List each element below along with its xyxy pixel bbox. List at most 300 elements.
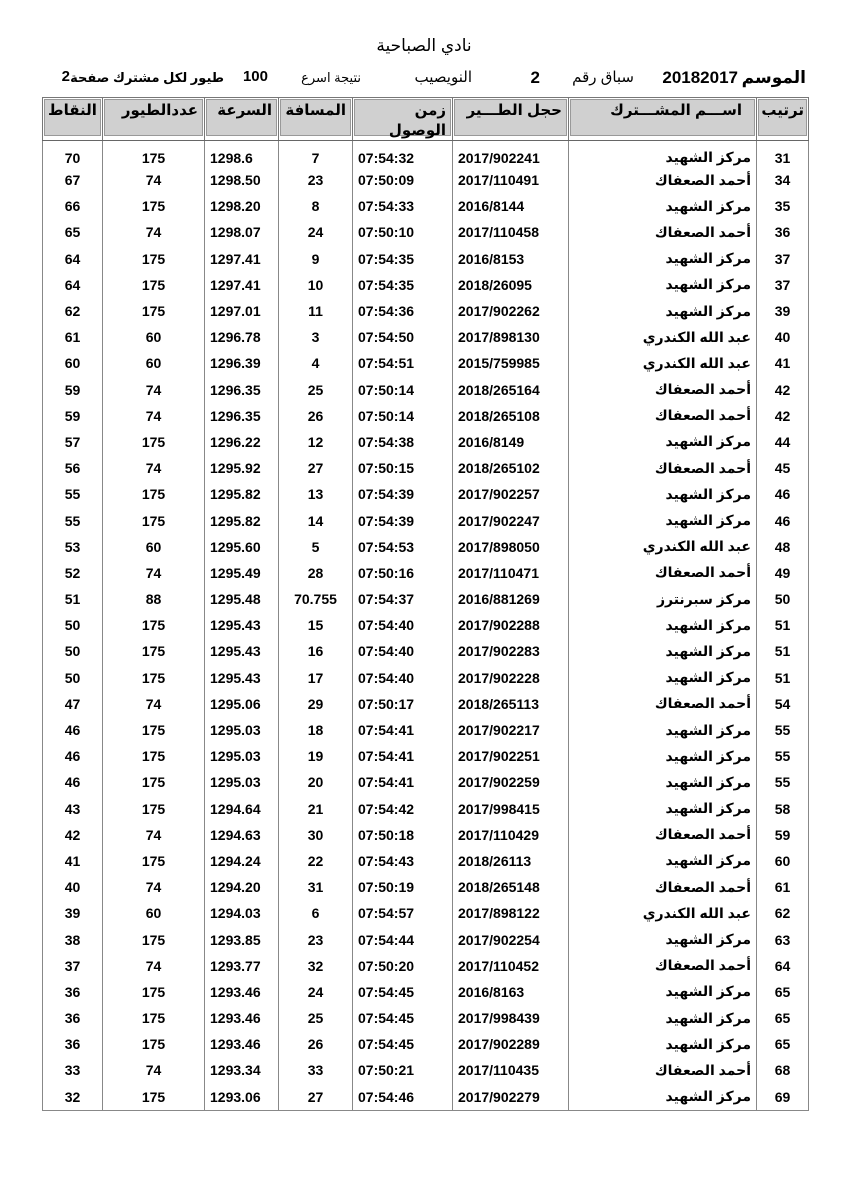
- rank-cell: 40: [757, 324, 809, 350]
- participant-name-cell: مركز الشهيد: [569, 796, 757, 822]
- ring-number-cell: 2017/902283: [453, 638, 569, 664]
- distance-cell: 21: [279, 796, 353, 822]
- points-cell: 57: [43, 429, 103, 455]
- ring-number-cell: 2017/902251: [453, 743, 569, 769]
- rank-cell: 45: [757, 455, 809, 481]
- arrival-time-cell: 07:54:57: [353, 900, 453, 926]
- points-cell: 43: [43, 796, 103, 822]
- speed-cell: 1295.82: [205, 481, 279, 507]
- speed-cell: 1293.77: [205, 953, 279, 979]
- participant-name-cell: أحمد الصعفاك: [569, 953, 757, 979]
- results-body: [43, 141, 809, 1111]
- arrival-time-cell: 07:54:41: [353, 743, 453, 769]
- participant-name-cell: مركز الشهيد: [569, 481, 757, 507]
- ring-number-cell: 2018/26095: [453, 272, 569, 298]
- table-row: [43, 1057, 809, 1083]
- distance-cell: 3: [279, 324, 353, 350]
- bird-count-cell: 74: [103, 822, 205, 848]
- distance-cell: 26: [279, 1031, 353, 1057]
- arrival-time-cell: 07:50:14: [353, 403, 453, 429]
- speed-cell: 1295.49: [205, 560, 279, 586]
- speed-cell: 1298.50: [205, 167, 279, 193]
- points-cell: 32: [43, 1084, 103, 1111]
- points-cell: 47: [43, 691, 103, 717]
- arrival-time-cell: 07:50:20: [353, 953, 453, 979]
- speed-cell: 1295.48: [205, 586, 279, 612]
- distance-cell: 19: [279, 743, 353, 769]
- distance-cell: 26: [279, 403, 353, 429]
- arrival-time-cell: 07:54:46: [353, 1084, 453, 1111]
- rank-cell: 50: [757, 586, 809, 612]
- table-row: [43, 691, 809, 717]
- participant-name-cell: مركز الشهيد: [569, 272, 757, 298]
- participant-name-cell: مركز الشهيد: [569, 612, 757, 638]
- bird-count-cell: 175: [103, 665, 205, 691]
- arrival-time-cell: 07:54:42: [353, 796, 453, 822]
- speed-cell: 1298.6: [205, 141, 279, 168]
- distance-cell: 11: [279, 298, 353, 324]
- participant-name-cell: أحمد الصعفاك: [569, 219, 757, 245]
- table-row: [43, 900, 809, 926]
- distance-cell: 25: [279, 1005, 353, 1031]
- participant-name-cell: مركز الشهيد: [569, 717, 757, 743]
- rank-cell: 68: [757, 1057, 809, 1083]
- speed-cell: 1297.01: [205, 298, 279, 324]
- points-cell: 59: [43, 377, 103, 403]
- ring-number-cell: 2018/26113: [453, 848, 569, 874]
- participant-name-cell: مركز الشهيد: [569, 979, 757, 1005]
- table-row: [43, 953, 809, 979]
- arrival-time-cell: 07:50:18: [353, 822, 453, 848]
- ring-number-cell: 2017/902279: [453, 1084, 569, 1111]
- race-label: سباق رقم: [572, 69, 634, 86]
- distance-cell: 12: [279, 429, 353, 455]
- ring-number-cell: 2016/8163: [453, 979, 569, 1005]
- bird-count-cell: 74: [103, 1057, 205, 1083]
- speed-cell: 1297.41: [205, 246, 279, 272]
- bird-count-cell: 175: [103, 1005, 205, 1031]
- speed-cell: 1295.43: [205, 612, 279, 638]
- distance-cell: 24: [279, 979, 353, 1005]
- participant-name-cell: مركز الشهيد: [569, 848, 757, 874]
- points-cell: 37: [43, 953, 103, 979]
- speed-cell: 1295.03: [205, 743, 279, 769]
- ring-number-cell: 2017/110452: [453, 953, 569, 979]
- participant-name-cell: عبد الله الكندري: [569, 900, 757, 926]
- rank-cell: 36: [757, 219, 809, 245]
- participant-name-cell: مركز الشهيد: [569, 1005, 757, 1031]
- participant-name-cell: أحمد الصعفاك: [569, 403, 757, 429]
- bird-count-cell: 175: [103, 1084, 205, 1111]
- bird-count-cell: 175: [103, 612, 205, 638]
- distance-cell: 5: [279, 534, 353, 560]
- speed-cell: 1293.46: [205, 1031, 279, 1057]
- table-row: [43, 272, 809, 298]
- arrival-time-cell: 07:54:44: [353, 926, 453, 952]
- participant-name-cell: عبد الله الكندري: [569, 324, 757, 350]
- arrival-time-cell: 07:54:39: [353, 481, 453, 507]
- speed-cell: 1293.06: [205, 1084, 279, 1111]
- points-cell: 61: [43, 324, 103, 350]
- speed-cell: 1295.03: [205, 717, 279, 743]
- participant-name-cell: مركز الشهيد: [569, 769, 757, 795]
- speed-cell: 1295.06: [205, 691, 279, 717]
- points-cell: 40: [43, 874, 103, 900]
- arrival-time-cell: 07:50:09: [353, 167, 453, 193]
- points-cell: 41: [43, 848, 103, 874]
- table-row: [43, 665, 809, 691]
- participant-name-cell: مركز الشهيد: [569, 926, 757, 952]
- bird-count-cell: 60: [103, 900, 205, 926]
- rank-cell: 37: [757, 246, 809, 272]
- arrival-time-cell: 07:54:41: [353, 769, 453, 795]
- table-row: [43, 743, 809, 769]
- points-cell: 55: [43, 507, 103, 533]
- speed-cell: 1298.20: [205, 193, 279, 219]
- distance-cell: 14: [279, 507, 353, 533]
- table-row: [43, 167, 809, 193]
- arrival-time-cell: 07:54:45: [353, 1005, 453, 1031]
- header-rank: ترتيب: [757, 98, 809, 141]
- rank-cell: 44: [757, 429, 809, 455]
- rank-cell: 62: [757, 900, 809, 926]
- header-birds: عددالطيور: [103, 98, 205, 141]
- arrival-time-cell: 07:50:14: [353, 377, 453, 403]
- ring-number-cell: 2018/265113: [453, 691, 569, 717]
- participant-name-cell: مركز الشهيد: [569, 665, 757, 691]
- distance-cell: 17: [279, 665, 353, 691]
- participant-name-cell: أحمد الصعفاك: [569, 822, 757, 848]
- table-row: [43, 507, 809, 533]
- rank-cell: 55: [757, 717, 809, 743]
- ring-number-cell: 2017/902262: [453, 298, 569, 324]
- distance-cell: 32: [279, 953, 353, 979]
- bird-count-cell: 74: [103, 403, 205, 429]
- rank-cell: 35: [757, 193, 809, 219]
- bird-count-cell: 175: [103, 638, 205, 664]
- ring-number-cell: 2017/898130: [453, 324, 569, 350]
- ring-number-cell: 2017/110471: [453, 560, 569, 586]
- ring-number-cell: 2017/902259: [453, 769, 569, 795]
- table-row: [43, 534, 809, 560]
- points-cell: 46: [43, 769, 103, 795]
- bird-count-cell: 175: [103, 246, 205, 272]
- points-cell: 64: [43, 246, 103, 272]
- points-cell: 50: [43, 638, 103, 664]
- bird-count-cell: 74: [103, 455, 205, 481]
- bird-count-cell: 74: [103, 691, 205, 717]
- ring-number-cell: 2017/998415: [453, 796, 569, 822]
- arrival-time-cell: 07:54:37: [353, 586, 453, 612]
- points-cell: 36: [43, 1005, 103, 1031]
- bird-count-cell: 175: [103, 507, 205, 533]
- rank-cell: 49: [757, 560, 809, 586]
- ring-number-cell: 2017/902247: [453, 507, 569, 533]
- speed-cell: 1296.35: [205, 403, 279, 429]
- ring-number-cell: 2018/265164: [453, 377, 569, 403]
- ring-number-cell: 2016/881269: [453, 586, 569, 612]
- bird-count-cell: 175: [103, 193, 205, 219]
- arrival-time-cell: 07:54:36: [353, 298, 453, 324]
- bird-count-cell: 74: [103, 560, 205, 586]
- points-cell: 52: [43, 560, 103, 586]
- table-row: [43, 560, 809, 586]
- arrival-time-cell: 07:54:41: [353, 717, 453, 743]
- bird-count-cell: 74: [103, 377, 205, 403]
- table-row: [43, 769, 809, 795]
- table-row: [43, 822, 809, 848]
- speed-cell: 1293.34: [205, 1057, 279, 1083]
- ring-number-cell: 2017/902217: [453, 717, 569, 743]
- per-member-label: طيور لكل مشترك صفحة: [70, 70, 224, 85]
- points-cell: 70: [43, 141, 103, 168]
- table-row: [43, 455, 809, 481]
- header-points: النقاط: [43, 98, 103, 141]
- ring-number-cell: 2017/110491: [453, 167, 569, 193]
- bird-count-cell: 175: [103, 481, 205, 507]
- rank-cell: 42: [757, 403, 809, 429]
- distance-cell: 15: [279, 612, 353, 638]
- table-row: [43, 324, 809, 350]
- arrival-time-cell: 07:50:15: [353, 455, 453, 481]
- distance-cell: 27: [279, 455, 353, 481]
- table-row: [43, 638, 809, 664]
- arrival-time-cell: 07:54:51: [353, 350, 453, 376]
- header-distance: المسافة: [279, 98, 353, 141]
- table-row: [43, 612, 809, 638]
- ring-number-cell: 2016/8149: [453, 429, 569, 455]
- table-row: [43, 141, 809, 168]
- distance-cell: 29: [279, 691, 353, 717]
- ring-number-cell: 2017/898122: [453, 900, 569, 926]
- table-row: [43, 796, 809, 822]
- ring-number-cell: 2018/265108: [453, 403, 569, 429]
- arrival-time-cell: 07:54:39: [353, 507, 453, 533]
- rank-cell: 51: [757, 638, 809, 664]
- arrival-time-cell: 07:54:43: [353, 848, 453, 874]
- speed-cell: 1295.43: [205, 638, 279, 664]
- rank-cell: 61: [757, 874, 809, 900]
- season-value: 20182017: [662, 68, 738, 87]
- header-time: زمن الوصول: [353, 98, 453, 141]
- rank-cell: 31: [757, 141, 809, 168]
- table-row: [43, 377, 809, 403]
- participant-name-cell: أحمد الصعفاك: [569, 691, 757, 717]
- points-cell: 55: [43, 481, 103, 507]
- points-cell: 50: [43, 665, 103, 691]
- bird-count-cell: 60: [103, 534, 205, 560]
- rank-cell: 39: [757, 298, 809, 324]
- header-speed: السرعة: [205, 98, 279, 141]
- points-cell: 67: [43, 167, 103, 193]
- distance-cell: 22: [279, 848, 353, 874]
- rank-cell: 60: [757, 848, 809, 874]
- table-row: [43, 979, 809, 1005]
- distance-cell: 20: [279, 769, 353, 795]
- table-row: [43, 848, 809, 874]
- ring-number-cell: 2017/110429: [453, 822, 569, 848]
- table-row: [43, 219, 809, 245]
- bird-count-cell: 74: [103, 167, 205, 193]
- bird-count-cell: 74: [103, 874, 205, 900]
- header-ring: حجل الطـــير: [453, 98, 569, 141]
- bird-count-cell: 175: [103, 743, 205, 769]
- rank-cell: 54: [757, 691, 809, 717]
- distance-cell: 16: [279, 638, 353, 664]
- ring-number-cell: 2017/110435: [453, 1057, 569, 1083]
- table-row: [43, 481, 809, 507]
- points-cell: 66: [43, 193, 103, 219]
- arrival-time-cell: 07:54:53: [353, 534, 453, 560]
- arrival-time-cell: 07:54:35: [353, 246, 453, 272]
- rank-cell: 58: [757, 796, 809, 822]
- points-cell: 36: [43, 1031, 103, 1057]
- rank-cell: 65: [757, 1005, 809, 1031]
- ring-number-cell: 2018/265102: [453, 455, 569, 481]
- table-row: [43, 429, 809, 455]
- race-location: النويصيب: [414, 69, 472, 86]
- ring-number-cell: 2017/898050: [453, 534, 569, 560]
- distance-cell: 27: [279, 1084, 353, 1111]
- bird-count-cell: 175: [103, 979, 205, 1005]
- results-table: [42, 97, 809, 1111]
- participant-name-cell: مركز الشهيد: [569, 246, 757, 272]
- speed-cell: 1293.85: [205, 926, 279, 952]
- speed-cell: 1296.35: [205, 377, 279, 403]
- speed-cell: 1293.46: [205, 1005, 279, 1031]
- participant-name-cell: أحمد الصعفاك: [569, 455, 757, 481]
- participant-name-cell: مركز الشهيد: [569, 141, 757, 168]
- points-cell: 62: [43, 298, 103, 324]
- participant-name-cell: مركز الشهيد: [569, 1084, 757, 1111]
- points-cell: 36: [43, 979, 103, 1005]
- participant-name-cell: مركز الشهيد: [569, 193, 757, 219]
- rank-cell: 55: [757, 769, 809, 795]
- distance-cell: 31: [279, 874, 353, 900]
- rank-cell: 51: [757, 612, 809, 638]
- rank-cell: 65: [757, 1031, 809, 1057]
- rank-cell: 48: [757, 534, 809, 560]
- speed-cell: 1294.03: [205, 900, 279, 926]
- table-row: [43, 193, 809, 219]
- participant-name-cell: مركز سبرنترز: [569, 586, 757, 612]
- arrival-time-cell: 07:54:50: [353, 324, 453, 350]
- bird-count-cell: 60: [103, 324, 205, 350]
- participant-name-cell: مركز الشهيد: [569, 429, 757, 455]
- table-row: [43, 298, 809, 324]
- distance-cell: 28: [279, 560, 353, 586]
- distance-cell: 70.755: [279, 586, 353, 612]
- speed-cell: 1295.92: [205, 455, 279, 481]
- rank-cell: 41: [757, 350, 809, 376]
- bird-count-cell: 74: [103, 219, 205, 245]
- table-row: [43, 874, 809, 900]
- bird-count-cell: 175: [103, 796, 205, 822]
- points-cell: 56: [43, 455, 103, 481]
- points-cell: 33: [43, 1057, 103, 1083]
- distance-cell: 18: [279, 717, 353, 743]
- table-row: [43, 246, 809, 272]
- participant-name-cell: مركز الشهيد: [569, 507, 757, 533]
- table-row: [43, 1084, 809, 1111]
- header-name: اســـم المشـــترك: [569, 98, 757, 141]
- arrival-time-cell: 07:54:45: [353, 979, 453, 1005]
- arrival-time-cell: 07:54:40: [353, 665, 453, 691]
- arrival-time-cell: 07:54:33: [353, 193, 453, 219]
- ring-number-cell: 2017/110458: [453, 219, 569, 245]
- bird-count-cell: 175: [103, 298, 205, 324]
- season-label: الموسم: [741, 68, 806, 87]
- participant-name-cell: أحمد الصعفاك: [569, 560, 757, 586]
- ring-number-cell: 2017/998439: [453, 1005, 569, 1031]
- arrival-time-cell: 07:54:32: [353, 141, 453, 168]
- points-cell: 53: [43, 534, 103, 560]
- speed-cell: 1294.24: [205, 848, 279, 874]
- ring-number-cell: 2015/759985: [453, 350, 569, 376]
- participant-name-cell: عبد الله الكندري: [569, 534, 757, 560]
- distance-cell: 25: [279, 377, 353, 403]
- bird-count-cell: 175: [103, 848, 205, 874]
- table-row: [43, 717, 809, 743]
- arrival-time-cell: 07:54:40: [353, 612, 453, 638]
- table-row: [43, 586, 809, 612]
- distance-cell: 23: [279, 926, 353, 952]
- points-cell: 46: [43, 743, 103, 769]
- distance-cell: 4: [279, 350, 353, 376]
- bird-count-cell: 88: [103, 586, 205, 612]
- arrival-time-cell: 07:50:16: [353, 560, 453, 586]
- speed-cell: 1296.78: [205, 324, 279, 350]
- participant-name-cell: عبد الله الكندري: [569, 350, 757, 376]
- bird-count-cell: 175: [103, 717, 205, 743]
- ring-number-cell: 2017/902241: [453, 141, 569, 168]
- participant-name-cell: مركز الشهيد: [569, 298, 757, 324]
- points-cell: 42: [43, 822, 103, 848]
- speed-cell: 1295.82: [205, 507, 279, 533]
- race-number: 2: [530, 68, 540, 87]
- participant-name-cell: أحمد الصعفاك: [569, 377, 757, 403]
- page-number: 2: [61, 68, 70, 85]
- distance-cell: 8: [279, 193, 353, 219]
- rank-cell: 63: [757, 926, 809, 952]
- arrival-time-cell: 07:54:40: [353, 638, 453, 664]
- ring-number-cell: 2016/8144: [453, 193, 569, 219]
- points-cell: 64: [43, 272, 103, 298]
- ring-number-cell: 2016/8153: [453, 246, 569, 272]
- rank-cell: 46: [757, 481, 809, 507]
- speed-cell: 1298.07: [205, 219, 279, 245]
- ring-number-cell: 2017/902257: [453, 481, 569, 507]
- points-cell: 51: [43, 586, 103, 612]
- distance-cell: 10: [279, 272, 353, 298]
- bird-count-cell: 175: [103, 141, 205, 168]
- arrival-time-cell: 07:54:35: [353, 272, 453, 298]
- arrival-time-cell: 07:54:38: [353, 429, 453, 455]
- bird-count-cell: 175: [103, 926, 205, 952]
- points-cell: 59: [43, 403, 103, 429]
- speed-cell: 1295.60: [205, 534, 279, 560]
- participant-name-cell: أحمد الصعفاك: [569, 1057, 757, 1083]
- rank-cell: 34: [757, 167, 809, 193]
- distance-cell: 24: [279, 219, 353, 245]
- ring-number-cell: 2017/902288: [453, 612, 569, 638]
- speed-cell: 1294.63: [205, 822, 279, 848]
- bird-count-cell: 175: [103, 1031, 205, 1057]
- arrival-time-cell: 07:50:17: [353, 691, 453, 717]
- arrival-time-cell: 07:50:10: [353, 219, 453, 245]
- result-label: نتيجة اسرع: [301, 70, 361, 85]
- participant-name-cell: مركز الشهيد: [569, 638, 757, 664]
